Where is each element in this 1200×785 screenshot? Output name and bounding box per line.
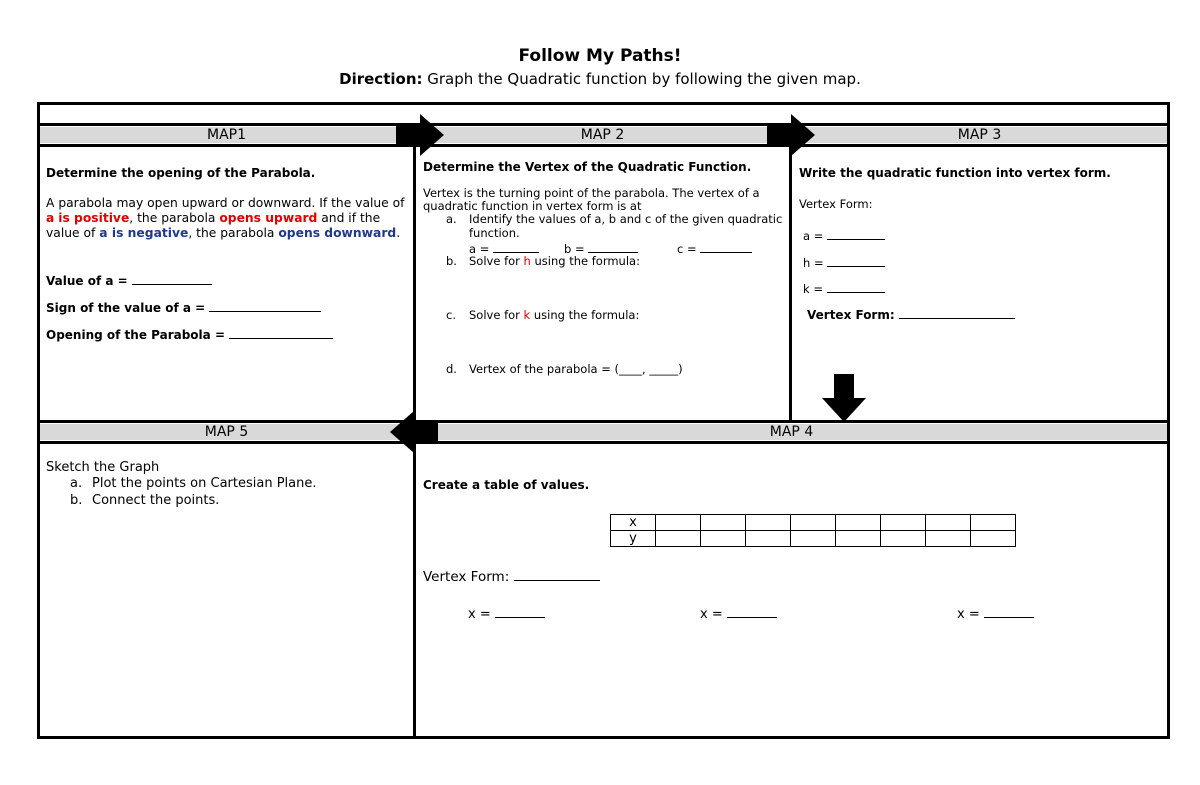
map1-opens-downward: opens downward [278,226,397,240]
map2-step-a-text1: Identify the values of a, b and c of the given quadratic [469,212,783,226]
map4-x2 [700,606,777,622]
map2-b-post: using the formula: [530,254,640,268]
map1-is-positive: is positive [58,211,130,225]
row1-top [37,123,1170,126]
map5-a-letter: a. [70,476,83,491]
map2-header: MAP 2 [416,127,789,143]
cell[interactable] [836,515,881,531]
map1-value-a-label: Value of a = [46,274,132,288]
frame-bottom [37,736,1170,739]
cell[interactable] [746,515,791,531]
map2-c-blank[interactable] [700,241,752,253]
map2-c-pre: Solve for [469,308,524,322]
map1-p3: and if the value of [46,211,381,240]
map4-vertex-form-blank[interactable] [514,568,600,581]
map3-k-eq [803,281,885,297]
map1-value-a [46,273,212,289]
map1-p5: . [396,226,401,240]
map2-step-b-letter: b. [446,254,457,268]
map4-x1-label: x = [468,607,495,622]
opening-blank[interactable] [229,327,333,339]
map2-step-c [469,308,639,323]
map1-a-positive-a: a [46,211,55,225]
map2-c-k: k [523,308,531,322]
row1-header-underline [37,144,1170,147]
map2-step-c-letter: c. [446,308,456,322]
map3-h-blank[interactable] [827,255,885,267]
map2-intro-1: Vertex is the turning point of the parabola. The vertex of a [423,186,760,200]
map3-heading: Write the quadratic function into vertex form. [799,166,1111,180]
cell[interactable] [836,531,881,547]
divider-2 [789,123,792,423]
map2-step-a-letter: a. [446,212,457,226]
map5-header: MAP 5 [40,424,413,440]
map3-k-label: k = [803,282,823,296]
arrow-right-icon [767,112,817,158]
map4-x3-blank[interactable] [984,606,1034,618]
direction-label: Direction: [339,70,423,88]
cell[interactable] [656,515,701,531]
map4-heading: Create a table of values. [423,478,590,492]
values-table [610,514,1016,547]
map3-vertex-form-blank[interactable] [899,307,1015,319]
map3-vertex-form-bold-label: Vertex Form: [807,308,899,322]
cell[interactable] [881,531,926,547]
map3-a-label: a = [803,229,824,243]
map3-a-eq [803,228,885,244]
map4-x2-blank[interactable] [727,606,777,618]
map4-x1-blank[interactable] [495,606,545,618]
map2-a-eq-label: a = [469,242,493,256]
sign-a-blank[interactable] [209,300,321,312]
page-title: Follow My Paths! [518,46,682,66]
map3-a-blank[interactable] [827,228,885,240]
map2-b-eq-label: b = [564,242,589,256]
map1-opening [46,327,333,343]
map2-c-eq [677,241,752,256]
map2-heading: Determine the Vertex of the Quadratic Function. [423,160,752,174]
map3-k-blank[interactable] [827,281,885,293]
map3-h-eq [803,255,885,271]
cell[interactable] [791,531,836,547]
map5-b-text: Connect the points. [92,493,220,508]
row1-bottom [37,420,1170,423]
cell[interactable] [791,515,836,531]
map2-intro-2: quadratic function in vertex form is at [423,199,642,213]
map2-step-a-text2: function. [469,226,520,240]
map4-vertex-form-label: Vertex Form: [423,569,514,585]
map3-h-label: h = [803,256,824,270]
cell[interactable] [971,531,1016,547]
cell[interactable] [971,515,1016,531]
arrow-down-icon [821,374,867,424]
map2-a-blank[interactable] [493,241,539,253]
direction [0,70,1200,88]
map1-sign-a-label: Sign of the value of a = [46,301,210,315]
cell[interactable] [881,515,926,531]
map1-header: MAP1 [40,127,413,143]
map1-opening-label: Opening of the Parabola = [46,328,230,342]
map1-a-negative: a is negative [99,226,189,240]
table-row-x [611,515,1016,531]
cell[interactable] [926,515,971,531]
map1-opens-upward: opens upward [219,211,318,225]
map2-step-d-letter: d. [446,362,457,376]
map4-x3 [957,606,1034,622]
arrow-left-icon [388,409,440,455]
map1-sign-a [46,300,321,316]
map2-b-pre: Solve for [469,254,524,268]
map3-vertex-form [807,307,1015,323]
row-label-x: x [611,515,656,531]
frame-top [37,102,1170,105]
map5-b-letter: b. [70,493,83,508]
map4-x2-label: x = [700,607,727,622]
map2-c-post: using the formula: [530,308,640,322]
map2-b-blank[interactable] [588,241,638,253]
value-a-blank[interactable] [132,273,212,285]
map1-heading: Determine the opening of the Parabola. [46,166,316,180]
map1-paragraph [46,196,408,241]
map5-a-text: Plot the points on Cartesian Plane. [92,476,317,491]
map4-header: MAP 4 [416,424,1167,440]
row-label-y: y [611,531,656,547]
cell[interactable] [656,531,701,547]
map1-p1: A parabola may open upward or downward. If the value of [46,196,405,210]
direction-text: Graph the Quadratic function by following the given map. [422,70,861,88]
map2-b-h: h [523,254,531,268]
cell[interactable] [746,531,791,547]
map2-step-d: Vertex of the parabola = (____, _____) [469,362,683,376]
map2-c-eq-label: c = [677,242,701,256]
map4-x1 [468,606,545,622]
arrow-right-icon [396,112,446,158]
map3-header: MAP 3 [792,127,1167,143]
cell[interactable] [701,531,746,547]
row2-header-underline [37,441,1170,444]
table-row-y [611,531,1016,547]
map5-line1: Sketch the Graph [46,460,160,475]
map4-vertex-form [423,568,600,585]
map1-p4: , the parabola [188,226,279,240]
cell[interactable] [701,515,746,531]
map1-p2: , the parabola [129,211,220,225]
map4-x3-label: x = [957,607,984,622]
map3-vertex-form-label: Vertex Form: [799,197,873,211]
map2-step-b [469,255,640,268]
cell[interactable] [926,531,971,547]
